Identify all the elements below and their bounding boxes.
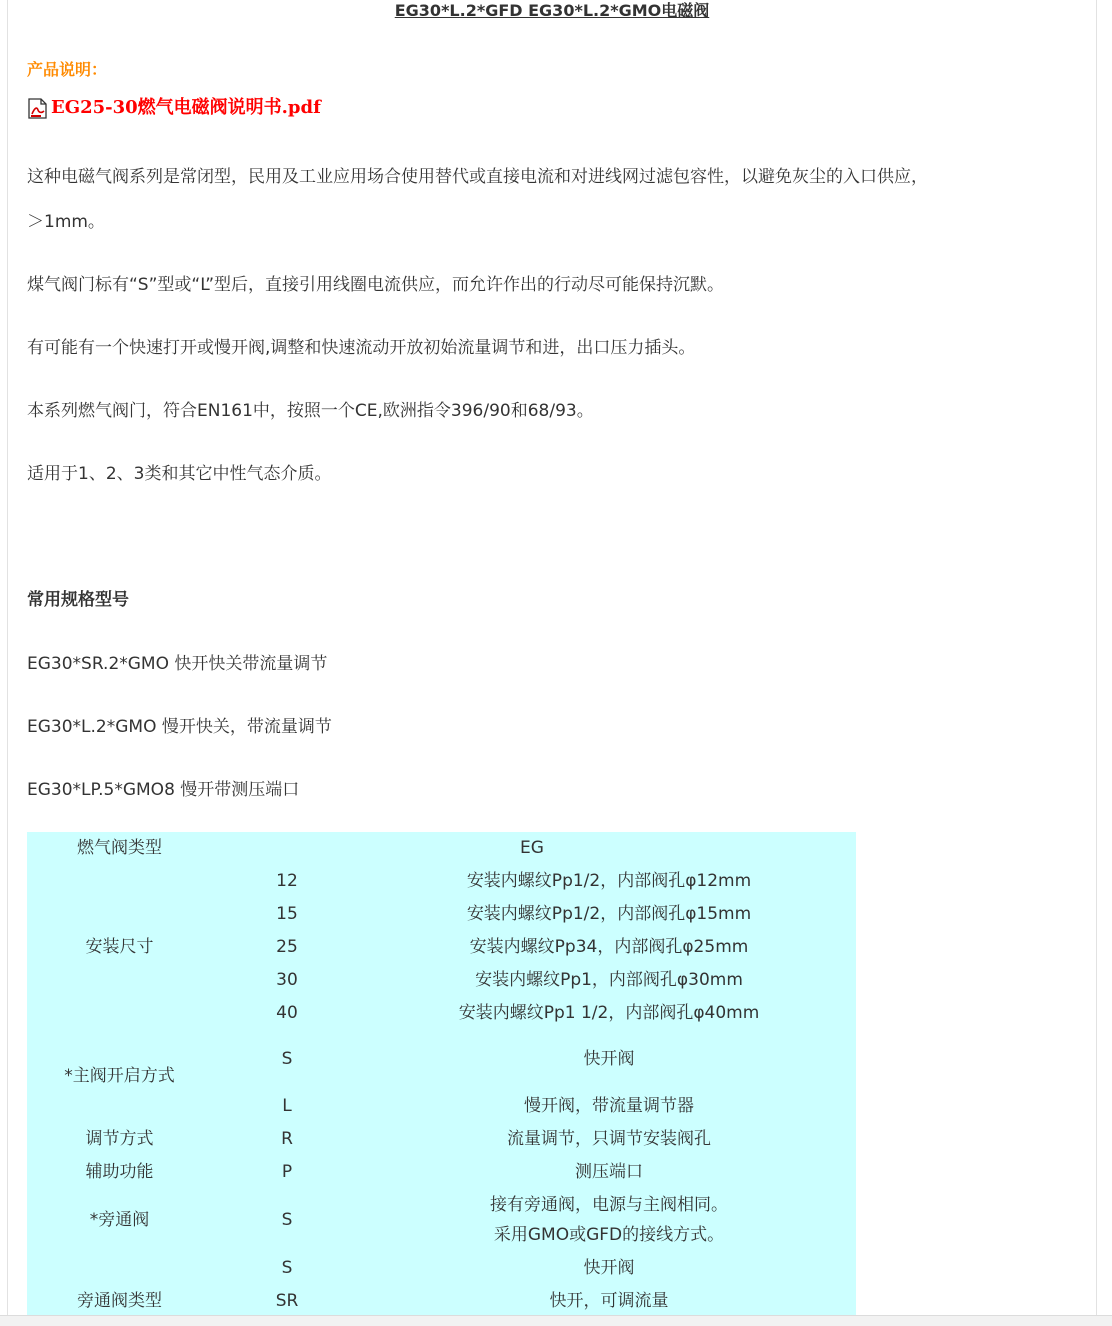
table-cell-code: 25	[276, 937, 298, 957]
table-cell-desc: 快开，可调流量	[549, 1291, 669, 1311]
table-cell-desc: 快开阀	[583, 1049, 635, 1069]
table-cell-desc: 流量调节，只调节安装阀孔	[507, 1129, 711, 1149]
table-cell-code: S	[281, 1210, 293, 1230]
bottom-scrollbar-strip	[0, 1315, 1112, 1326]
table-cell-code: P	[281, 1162, 293, 1182]
spec-line: EG30*L.2*GMO 慢开快关，带流量调节	[27, 717, 332, 737]
table-cell-desc: 安装内螺纹Pp1 1/2，内部阀孔φ40mm	[458, 1003, 760, 1023]
table-cell-desc: 快开阀	[583, 1258, 635, 1278]
table-cell-desc: 安装内螺纹Pp1/2，内部阀孔φ12mm	[466, 871, 752, 891]
table-row-label: *主阀开启方式	[64, 1066, 175, 1086]
paragraph-application: 适用于1、2、3类和其它中性气态介质。	[27, 464, 332, 484]
paragraph-intro: 这种电磁气阀系列是常闭型，民用及工业应用场合使用替代或直接电流和对进线网过滤包容性，以避免灰尘的入口供应，	[27, 167, 928, 187]
table-cell-desc: 安装内螺纹Pp34，内部阀孔φ25mm	[469, 937, 749, 957]
table-row-label: 调节方式	[85, 1129, 154, 1149]
spec-heading: 常用规格型号	[27, 590, 129, 610]
table-row-label: *旁通阀	[89, 1210, 150, 1230]
table-cell-code: R	[281, 1129, 293, 1149]
table-cell-code: 12	[276, 871, 298, 891]
table-cell-desc: 采用GMO或GFD的接线方式。	[493, 1225, 725, 1245]
table-cell-code: 15	[276, 904, 298, 924]
table-cell-code: SR	[275, 1291, 299, 1311]
table-cell-desc: 安装内螺纹Pp1，内部阀孔φ30mm	[475, 970, 743, 990]
table-row-label: 安装尺寸	[85, 937, 154, 957]
table-cell-desc: 测压端口	[575, 1162, 643, 1182]
table-row-label: 旁通阀类型	[77, 1291, 162, 1311]
spec-line: EG30*SR.2*GMO 快开快关带流量调节	[27, 654, 328, 674]
table-cell-code: 40	[276, 1003, 298, 1023]
table-cell-code: S	[281, 1258, 293, 1278]
pdf-link-text[interactable]: EG25-30燃气电磁阀说明书.pdf	[51, 97, 321, 118]
paragraph-intro-continued: ＞1mm。	[27, 212, 105, 232]
table-row-label: 辅助功能	[85, 1162, 154, 1182]
table-row-label: 燃气阀类型	[77, 838, 162, 858]
table-cell-desc: 慢开阀，带流量调节器	[524, 1096, 694, 1116]
table-cell-code: L	[282, 1096, 292, 1116]
paragraph-opening: 有可能有一个快速打开或慢开阀,调整和快速流动开放初始流量调节和进，出口压力插头。	[27, 338, 696, 358]
page-title: EG30*L.2*GFD EG30*L.2*GMO电磁阀	[394, 1, 710, 20]
table-cell-desc: 接有旁通阀，电源与主阀相同。	[490, 1195, 728, 1215]
pdf-file-icon	[27, 98, 49, 120]
table-cell-code: 30	[276, 970, 298, 990]
table-cell-desc: 安装内螺纹Pp1/2，内部阀孔φ15mm	[466, 904, 752, 924]
paragraph-coil: 煤气阀门标有“S”型或“L”型后，直接引用线圈电流供应，而允许作出的行动尽可能保持沉默。	[27, 275, 725, 295]
table-cell-code: S	[281, 1049, 293, 1069]
table-cell-value: EG	[520, 838, 544, 858]
spec-line: EG30*LP.5*GMO8 慢开带测压端口	[27, 780, 300, 800]
product-description-label: 产品说明：	[27, 60, 108, 79]
pdf-download-link[interactable]	[27, 96, 321, 120]
spec-table	[27, 832, 856, 1315]
paragraph-standard: 本系列燃气阀门，符合EN161中，按照一个CE,欧洲指令396/90和68/93。	[27, 401, 594, 421]
